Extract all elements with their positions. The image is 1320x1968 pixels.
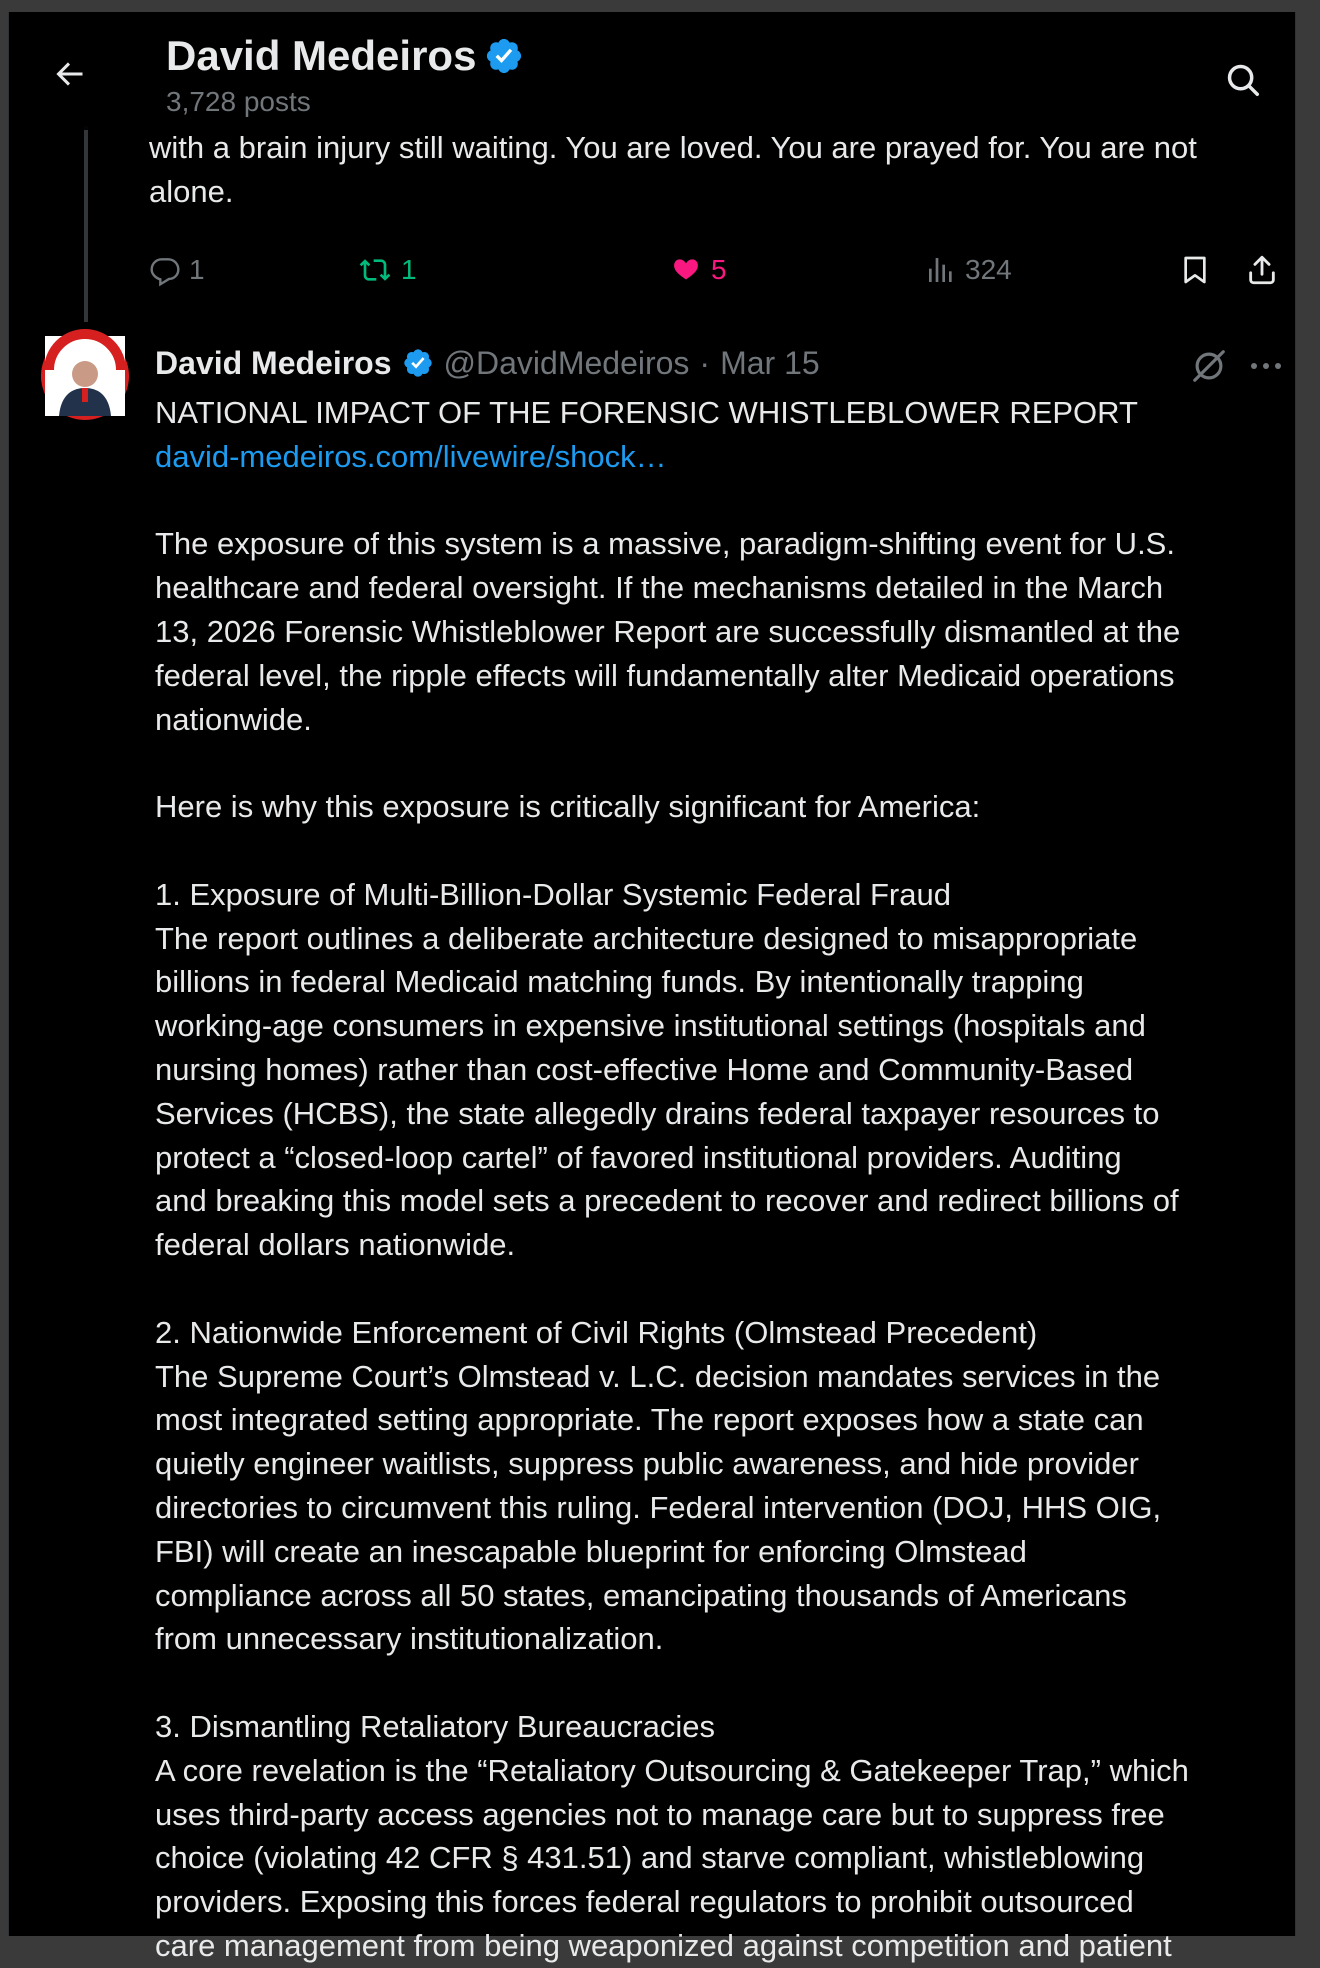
like-count: 5 <box>711 254 727 285</box>
profile-header <box>9 12 1295 130</box>
post-link[interactable]: david-medeiros.com/livewire/shock… <box>155 438 667 474</box>
post-header <box>155 338 820 388</box>
text-line: protect a “closed-loop cartel” of favored institutional providers. Auditing <box>155 1139 1122 1175</box>
post-text <box>155 479 1295 1968</box>
text-line: federal level, the ripple effects will fundamentally alter Medicaid operations <box>155 657 1175 693</box>
back-button[interactable] <box>39 44 99 104</box>
text-line: 1. Exposure of Multi-Billion-Dollar Systemic Federal Fraud <box>155 876 951 912</box>
text-line: billions in federal Medicaid matching funds. By intentionally trapping <box>155 964 1084 1000</box>
views-icon <box>925 254 957 286</box>
text-line: most integrated setting appropriate. The report exposes how a state can <box>155 1402 1144 1438</box>
text-line: 2. Nationwide Enforcement of Civil Rights (Olmstead Precedent) <box>155 1314 1038 1350</box>
text-line: The report outlines a deliberate architecture designed to misappropriate <box>155 920 1138 956</box>
posts-count: 3,728 posts <box>166 86 311 117</box>
text-line: Here is why this exposure is critically significant for America: <box>155 789 981 825</box>
text-line: Services (HCBS), the state allegedly drains federal taxpayer resources to <box>155 1095 1160 1131</box>
share-icon <box>1245 253 1279 287</box>
header-name-text: David Medeiros <box>166 32 477 79</box>
previous-post-text <box>149 126 1279 214</box>
separator-dot: · <box>699 344 711 381</box>
text-line: The Supreme Court’s Olmstead v. L.C. decision mandates services in the <box>155 1358 1161 1394</box>
text-line: nationwide. <box>155 701 312 737</box>
reply-count: 1 <box>189 254 205 285</box>
thread-connector <box>84 126 88 322</box>
text-line: with a brain injury still waiting. You are loved. You are prayed for. You are not <box>149 130 1197 165</box>
post-body <box>155 391 1295 1968</box>
verified-badge-icon <box>402 347 434 379</box>
text-line: healthcare and federal oversight. If the mechanisms detailed in the March <box>155 570 1164 606</box>
text-line: 13, 2026 Forensic Whistleblower Report are successfully dismantled at the <box>155 613 1181 649</box>
paragraph-gap <box>155 1267 1295 1311</box>
text-line: nursing homes) rather than cost-effective Home and Community-Based <box>155 1051 1134 1087</box>
repost-icon <box>357 254 393 286</box>
text-line: working-age consumers in expensive institutional settings (hospitals and <box>155 1008 1146 1044</box>
text-line: FBI) will create an inescapable blueprint for enforcing Olmstead <box>155 1533 1027 1569</box>
text-line: choice (violating 42 CFR § 431.51) and starve compliant, whistleblowing <box>155 1840 1145 1876</box>
author-name[interactable]: David Medeiros <box>155 344 392 381</box>
grok-button[interactable] <box>1183 340 1235 392</box>
text-line: from unnecessary institutionalization. <box>155 1621 664 1657</box>
avatar-image <box>45 336 125 416</box>
text-line: 3. Dismantling Retaliatory Bureaucracies <box>155 1708 715 1744</box>
repost-button[interactable] <box>357 240 417 300</box>
header-title <box>166 32 524 80</box>
paragraph-gap <box>155 1661 1295 1705</box>
text-line: and breaking this model sets a precedent to recover and redirect billions of <box>155 1183 1179 1219</box>
author-handle[interactable]: @DavidMedeiros <box>443 344 690 381</box>
bookmark-icon <box>1179 253 1211 287</box>
paragraph-gap <box>155 741 1295 785</box>
reply-icon <box>149 254 181 286</box>
text-line: directories to circumvent this ruling. Federal intervention (DOJ, HHS OIG, <box>155 1489 1162 1525</box>
text-line: providers. Exposing this forces federal regulators to prohibit outsourced <box>155 1884 1134 1920</box>
search-icon <box>1224 61 1262 99</box>
text-line: compliance across all 50 states, emancipating thousands of Americans <box>155 1577 1127 1613</box>
more-button[interactable] <box>1241 340 1291 392</box>
text-line: care management from being weaponized against competition and patient <box>155 1927 1172 1963</box>
text-line: alone. <box>149 174 234 209</box>
heart-icon <box>669 254 703 286</box>
like-button[interactable] <box>669 240 727 300</box>
bookmark-button[interactable] <box>1179 240 1211 300</box>
share-button[interactable] <box>1245 240 1279 300</box>
grok-icon <box>1190 347 1228 385</box>
app-frame <box>8 12 1296 1963</box>
paragraph-gap <box>155 479 1295 523</box>
action-bar <box>149 240 1289 300</box>
repost-count: 1 <box>401 254 417 285</box>
text-line: The exposure of this system is a massive, paradigm-shifting event for U.S. <box>155 526 1175 562</box>
views-count: 324 <box>965 254 1012 285</box>
text-line: A core revelation is the “Retaliatory Outsourcing & Gatekeeper Trap,” which <box>155 1752 1189 1788</box>
text-line: federal dollars nationwide. <box>155 1227 516 1263</box>
arrow-left-icon <box>51 56 87 92</box>
search-button[interactable] <box>1215 52 1271 108</box>
verified-badge-icon <box>484 36 524 76</box>
more-icon <box>1249 361 1283 371</box>
avatar[interactable] <box>41 332 129 420</box>
post-date[interactable]: Mar 15 <box>720 344 820 381</box>
paragraph-gap <box>155 829 1295 873</box>
views-button[interactable] <box>925 240 1012 300</box>
text-line: quietly engineer waitlists, suppress public awareness, and hide provider <box>155 1446 1139 1482</box>
text-line: uses third-party access agencies not to manage care but to suppress free <box>155 1796 1165 1832</box>
post-title: NATIONAL IMPACT OF THE FORENSIC WHISTLEBLOWER REPORT <box>155 395 1138 430</box>
reply-button[interactable] <box>149 240 205 300</box>
